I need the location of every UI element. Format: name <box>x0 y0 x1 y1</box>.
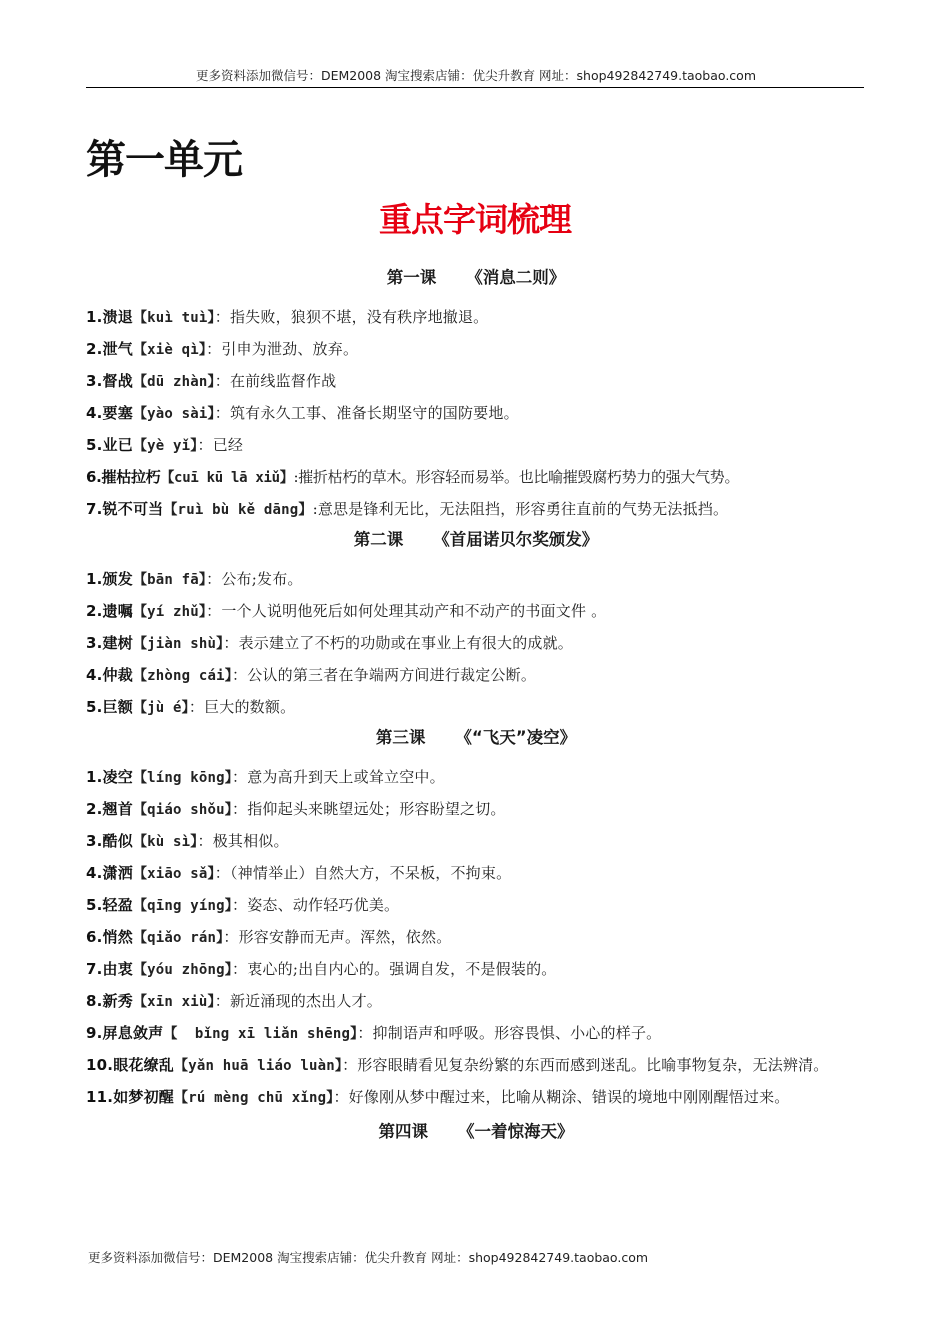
lesson-title: 第二课 《首届诺贝尔奖颁发》 <box>353 530 599 549</box>
vocab-entry: 5.巨额【jù é】：巨大的数额。 <box>86 698 296 716</box>
vocab-entry: 3.督战【dū zhàn】：在前线监督作战 <box>86 372 337 390</box>
vocab-entry: 7.锐不可当【ruì bù kě dāng】:意思是锋利无比，无法阻挡，形容勇往直前的气势无法抵挡。 <box>86 500 729 518</box>
lesson-title: 第三课 《“飞天”凌空》 <box>375 728 577 747</box>
header-divider <box>86 87 864 88</box>
vocab-entry: 4.潇洒【xiāo sǎ】：（神情举止）自然大方，不呆板，不拘束。 <box>86 864 512 882</box>
vocab-entry: 2.翘首【qiáo shǒu】：指仰起头来眺望远处；形容盼望之切。 <box>86 800 506 818</box>
lesson-title: 第一课 《消息二则》 <box>386 268 566 287</box>
vocab-entry: 1.颁发【bān fā】：公布;发布。 <box>86 570 303 588</box>
vocab-entry: 4.要塞【yào sài】：筑有永久工事、准备长期坚守的国防要地。 <box>86 404 519 422</box>
vocab-entry: 10.眼花缭乱【yǎn huā liáo luàn】：形容眼睛看见复杂纷繁的东西而感到迷乱。比喻事物复杂，无法辨清。 <box>86 1056 829 1074</box>
vocab-entry: 2.遗嘱【yí zhǔ】：一个人说明他死后如何处理其动产和不动产的书面文件 。 <box>86 602 607 620</box>
vocab-entry: 1.凌空【líng kōng】：意为高升到天上或耸立空中。 <box>86 768 445 786</box>
vocab-entry: 5.轻盈【qīng yíng】：姿态、动作轻巧优美。 <box>86 896 400 914</box>
vocab-entry: 11.如梦初醒【rú mèng chū xǐng】：好像刚从梦中醒过来，比喻从糊涂、错误的境地中刚刚醒悟过来。 <box>86 1088 790 1106</box>
vocab-entry: 7.由衷【yóu zhōng】：衷心的;出自内心的。强调自发，不是假装的。 <box>86 960 557 978</box>
vocab-entry: 2.泄气【xiè qì】：引申为泄劲、放弃。 <box>86 340 359 358</box>
vocab-entry: 1.溃退【kuì tuì】：指失败，狼狈不堪，没有秩序地撤退。 <box>86 308 489 326</box>
document-body <box>86 264 866 1160</box>
page-footer: 更多资料添加微信号：DEM2008 淘宝搜索店铺：优尖升教育 网址：shop492842749.taobao.com <box>88 1250 649 1265</box>
vocab-entry: 3.酷似【kù sì】：极其相似。 <box>86 832 289 850</box>
vocab-entry: 4.仲裁【zhòng cái】：公认的第三者在争端两方间进行裁定公断。 <box>86 666 537 684</box>
vocab-entry: 5.业已【yè yǐ】：已经 <box>86 436 244 454</box>
vocab-entry: 8.新秀【xīn xiù】：新近涌现的杰出人才。 <box>86 992 382 1010</box>
page-header: 更多资料添加微信号：DEM2008 淘宝搜索店铺：优尖升教育 网址：shop492842749.taobao.com <box>195 68 757 83</box>
lesson-title: 第四课 《一着惊海天》 <box>378 1122 574 1141</box>
vocab-entry: 9.屏息敛声【 bǐng xī liǎn shēng】：抑制语声和呼吸。形容畏惧、小心的样子。 <box>86 1024 662 1042</box>
vocab-entry: 3.建树【jiàn shù】：表示建立了不朽的功勋或在事业上有很大的成就。 <box>86 634 573 652</box>
vocab-entry: 6.悄然【qiǎo rán】：形容安静而无声。浑然，依然。 <box>86 928 452 946</box>
main-title: 重点字词梳理 <box>379 200 571 239</box>
vocab-entry: 6.摧枯拉朽【cuī kū lā xiǔ】:摧折枯朽的草木。形容轻而易举。也比喻摧毁腐朽势力的强大气势。 <box>86 468 740 486</box>
unit-title: 第一单元 <box>86 137 242 183</box>
